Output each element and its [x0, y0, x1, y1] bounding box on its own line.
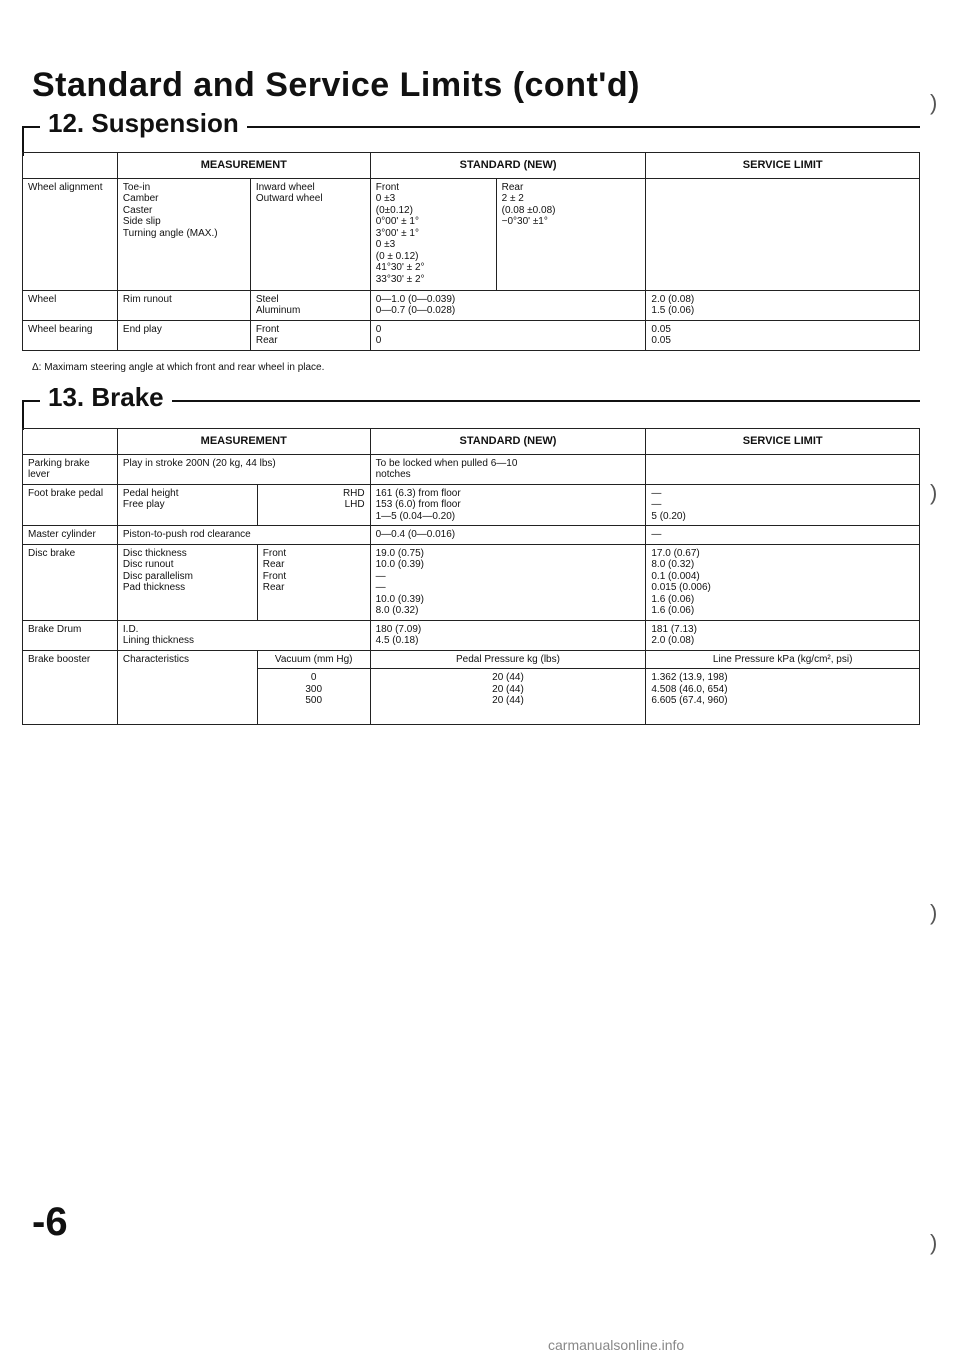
measurement-cell: Piston-to-push rod clearance	[117, 526, 370, 545]
standard-cell: 0—1.0 (0—0.039) 0—0.7 (0—0.028)	[370, 290, 646, 320]
page-number: -6	[32, 1200, 68, 1244]
limit-cell: 181 (7.13) 2.0 (0.08)	[646, 620, 920, 650]
limit-cell: — — 5 (0.20)	[646, 484, 920, 526]
suspension-note: Δ: Maximam steering angle at which front and rear wheel in place.	[32, 362, 325, 373]
brake-left-rule	[22, 400, 24, 430]
table-row	[23, 454, 920, 484]
pedal-cell: 20 (44) 20 (44) 20 (44)	[370, 669, 646, 725]
measurement-cell: End play	[117, 320, 250, 350]
scan-mark: )	[930, 900, 938, 925]
limit-cell	[646, 454, 920, 484]
measurement-cell: Toe-in Camber Caster Side slip Turning angle (MAX.)	[117, 178, 250, 290]
table-row	[23, 320, 920, 350]
row-item: Wheel bearing	[23, 320, 118, 350]
suspension-item-header	[23, 153, 118, 179]
row-item: Foot brake pedal	[23, 484, 118, 526]
measurement-sub-cell: Front Rear Front Rear	[257, 544, 370, 620]
vacuum-header: Vacuum (mm Hg)	[257, 650, 370, 669]
standard-front-cell: Front 0 ±3 (0±0.12) 0°00' ± 1° 3°00' ± 1° 0 ±3 (0 ± 0.12) 41°30' ± 2° 33°30' ± 2°	[370, 178, 496, 290]
table-row	[23, 484, 920, 526]
table-row	[23, 620, 920, 650]
standard-cell: 19.0 (0.75) 10.0 (0.39) — — 10.0 (0.39) 8.0 (0.32)	[370, 544, 646, 620]
brake-heading: 13. Brake	[40, 382, 172, 413]
standard-cell: 0 0	[370, 320, 646, 350]
measurement-cell: I.D. Lining thickness	[117, 620, 370, 650]
limit-cell: 0.05 0.05	[646, 320, 920, 350]
limit-cell	[646, 178, 920, 290]
measurement-sub-cell: Steel Aluminum	[250, 290, 370, 320]
page-title: Standard and Service Limits (cont'd)	[32, 66, 640, 104]
line-header: Line Pressure kPa (kg/cm², psi)	[646, 650, 920, 669]
measurement-sub-cell: Inward wheel Outward wheel	[250, 178, 370, 290]
measurement-cell: Pedal height Free play	[117, 484, 257, 526]
brake-header-row	[23, 429, 920, 455]
row-item: Wheel alignment	[23, 178, 118, 290]
limit-cell: 2.0 (0.08) 1.5 (0.06)	[646, 290, 920, 320]
brake-table	[22, 428, 920, 725]
limit-cell: —	[646, 526, 920, 545]
suspension-standard-header: STANDARD (NEW)	[370, 153, 646, 179]
row-item: Wheel	[23, 290, 118, 320]
measurement-cell: Disc thickness Disc runout Disc parallelism Pad thickness	[117, 544, 257, 620]
measurement-cell: Play in stroke 200N (20 kg, 44 lbs)	[117, 454, 370, 484]
brake-measurement-header: MEASUREMENT	[117, 429, 370, 455]
table-row	[23, 178, 920, 290]
table-row	[23, 650, 920, 669]
suspension-limit-header: SERVICE LIMIT	[646, 153, 920, 179]
footer-watermark: carmanualsonline.info	[548, 1337, 685, 1353]
line-cell: 1.362 (13.9, 198) 4.508 (46.0, 654) 6.605 (67.4, 960)	[646, 669, 920, 725]
limit-cell: 17.0 (0.67) 8.0 (0.32) 0.1 (0.004) 0.015 (0.006) 1.6 (0.06) 1.6 (0.06)	[646, 544, 920, 620]
measurement-cell: Rim runout	[117, 290, 250, 320]
standard-cell: To be locked when pulled 6—10 notches	[370, 454, 646, 484]
brake-limit-header: SERVICE LIMIT	[646, 429, 920, 455]
standard-rear-cell: Rear 2 ± 2 (0.08 ±0.08) −0°30' ±1°	[496, 178, 646, 290]
standard-cell: 180 (7.09) 4.5 (0.18)	[370, 620, 646, 650]
standard-cell: 0—0.4 (0—0.016)	[370, 526, 646, 545]
scan-mark: )	[930, 480, 938, 505]
suspension-table	[22, 152, 920, 351]
measurement-sub-cell: Front Rear	[250, 320, 370, 350]
row-item: Brake booster	[23, 650, 118, 725]
suspension-header-row	[23, 153, 920, 179]
scan-mark: )	[930, 90, 938, 115]
measurement-sub-cell: RHD LHD	[257, 484, 370, 526]
brake-item-header	[23, 429, 118, 455]
pedal-header: Pedal Pressure kg (lbs)	[370, 650, 646, 669]
suspension-measurement-header: MEASUREMENT	[117, 153, 370, 179]
row-item: Parking brake lever	[23, 454, 118, 484]
vacuum-cell: 0 300 500	[257, 669, 370, 725]
table-row	[23, 544, 920, 620]
scan-mark: )	[930, 1230, 938, 1255]
row-item: Disc brake	[23, 544, 118, 620]
row-item: Brake Drum	[23, 620, 118, 650]
table-row	[23, 526, 920, 545]
brake-standard-header: STANDARD (NEW)	[370, 429, 646, 455]
table-row	[23, 290, 920, 320]
suspension-heading: 12. Suspension	[40, 108, 247, 139]
standard-cell: 161 (6.3) from floor 153 (6.0) from floor 1—5 (0.04—0.20)	[370, 484, 646, 526]
row-item: Master cylinder	[23, 526, 118, 545]
measurement-cell: Characteristics	[117, 650, 257, 725]
